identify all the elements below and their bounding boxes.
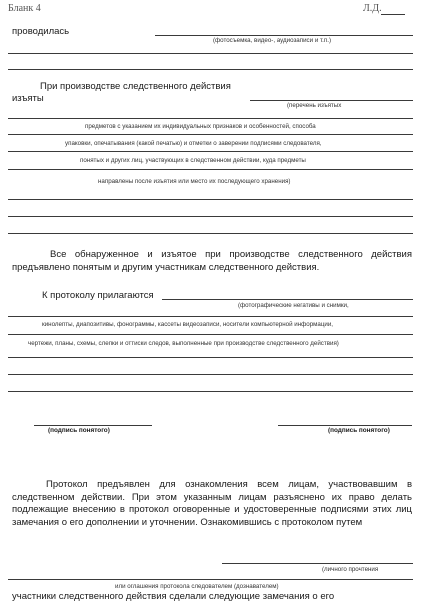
seizure-caption-1: (перечень изъятых <box>287 102 342 109</box>
seizure-intro: При производстве следственного действия <box>40 81 231 92</box>
blank-line <box>8 391 413 392</box>
blank-line <box>8 374 413 375</box>
read-aloud-caption: или оглашения протокола следователем (дознавателем) <box>115 583 279 590</box>
attachments-label: К протоколу прилагаются <box>42 290 154 301</box>
attachments-caption-2: кинолепты, диапозитивы, фонограммы, кассеты видеозаписи, носители компьютерной информации, <box>42 321 334 328</box>
witness-signature-caption-left: (подпись понятого) <box>48 427 110 434</box>
blank-line <box>8 579 413 580</box>
blank-line <box>8 233 413 234</box>
witness-signature-caption-right: (подпись понятого) <box>328 427 390 434</box>
blank-line <box>8 134 413 135</box>
remarks-paragraph-start: участники следственного действия сделали следующие замечания о его <box>12 591 335 602</box>
recording-label: проводилась <box>12 26 70 37</box>
reading-method-caption: (личного прочтения <box>322 566 379 573</box>
blank-line <box>8 69 413 70</box>
recording-caption: (фотосъемка, видео-, аудиозаписи и т.п.) <box>213 37 331 44</box>
attachments-caption-1: (фотографические негативы и снимки, <box>238 302 349 309</box>
recording-line <box>155 35 413 36</box>
form-number-label: Бланк 4 <box>8 3 41 14</box>
witness-signature-line-right <box>278 425 412 426</box>
reading-method-line <box>222 563 413 564</box>
seized-label: изъяты <box>12 93 44 104</box>
case-sheet-line <box>381 14 405 15</box>
seizure-caption-5: направлены после изъятия или место их последующего хранения) <box>98 178 291 185</box>
attachments-caption-3: чертежи, планы, схемы, слепки и оттиски следов, выполненные при производстве следственного действия) <box>28 340 339 347</box>
blank-line <box>8 151 413 152</box>
blank-line <box>8 199 413 200</box>
witness-signature-line-left <box>34 425 152 426</box>
blank-line <box>8 357 413 358</box>
blank-line <box>8 316 413 317</box>
seizure-caption-4: понятых и других лиц, участвующих в следственном действии, куда предметы <box>80 157 306 164</box>
blank-line <box>8 169 413 170</box>
seizure-caption-3: упаковки, опечатывания (какой печатью) и отметки о заверении подписями следователя, <box>65 140 322 147</box>
blank-line <box>8 53 413 54</box>
seized-line <box>250 100 413 101</box>
blank-line <box>8 118 413 119</box>
attachments-line <box>162 299 413 300</box>
blank-line <box>8 216 413 217</box>
case-sheet-label: Л.Д. <box>363 3 382 14</box>
seizure-caption-2: предметов с указанием их индивидуальных признаков и особенностей, способа <box>85 123 316 130</box>
presented-paragraph: Все обнаруженное и изъятое при производстве следственного действия предъявлено понятым и другим участникам следственного действия. <box>12 249 412 273</box>
blank-line <box>8 334 413 335</box>
review-paragraph: Протокол предъявлен для ознакомления всем лицам, участвовавшим в следственном действии. При этом указанным лицам разъяснено их право делать подлежащие внесению в протокол оговоренные и удостоверенные подписями этих лиц замечания о его дополнении и уточнении. Ознакомившись с протоколом путем <box>12 479 412 528</box>
